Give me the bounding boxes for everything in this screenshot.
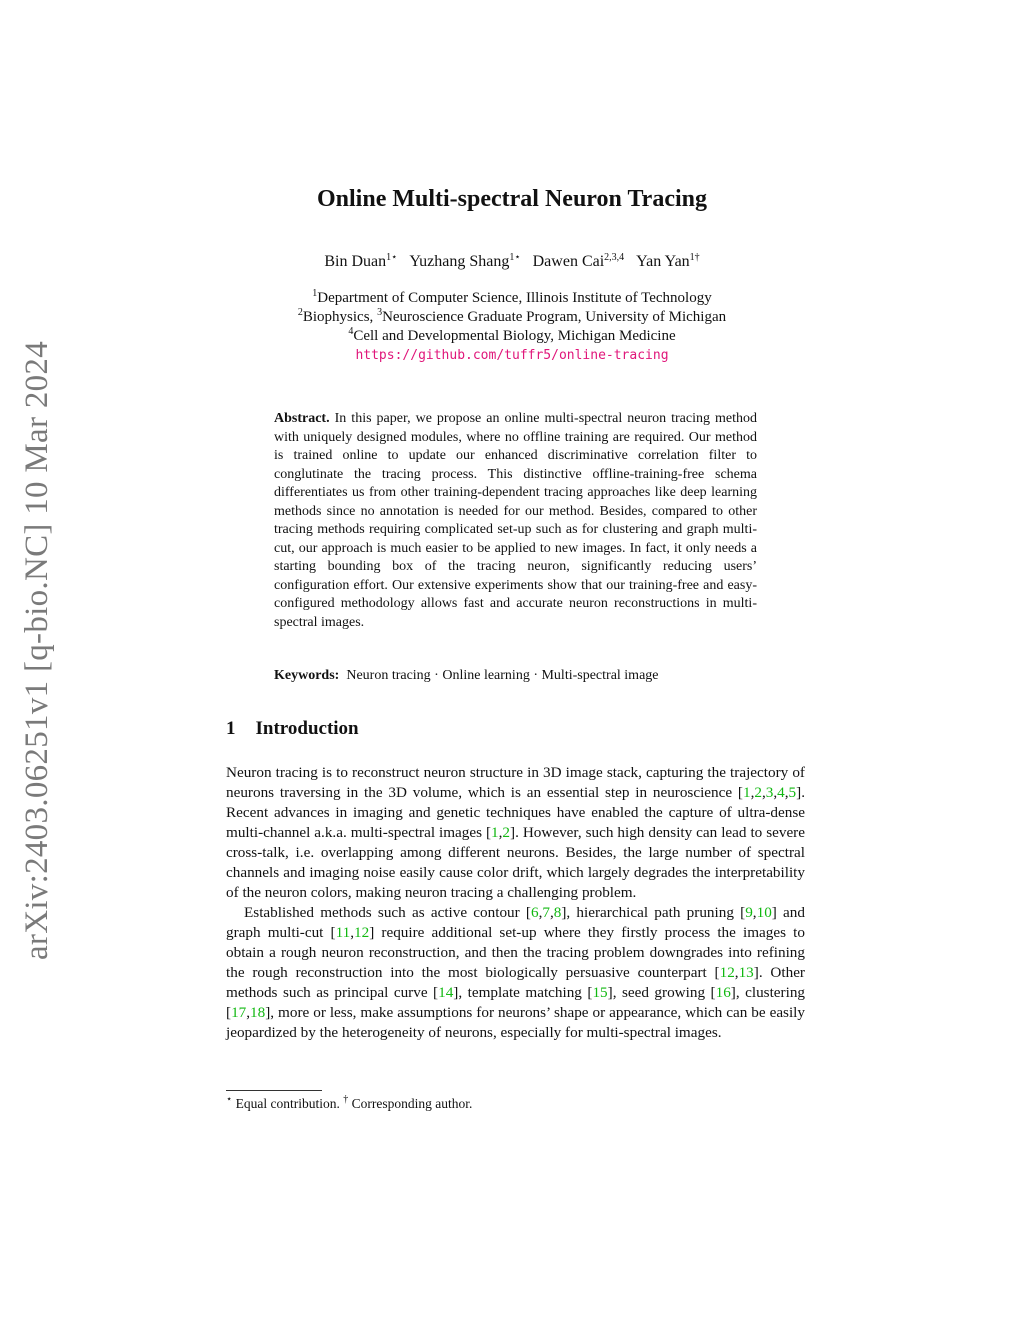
citation-link[interactable]: 1 — [742, 784, 751, 801]
citation-link[interactable]: 11 — [335, 924, 351, 941]
footnote-rule — [226, 1090, 322, 1091]
paragraph: Neuron tracing is to reconstruct neuron structure in 3D image stack, capturing the trajectory of neurons traversing in the 3D volume, which is an essential step in neuroscience [1,2,3,4,5]. Recent advances in imaging and genetic techniques have enabled the capture of ultra-dense multi-channel a.k.a. multi-spectral images [1,2]. However, such high density can lead to severe cross-talk, i.e. overlapping among different neurons. Besides, the large number of spectral channels and imaging noise easily cause color drift, which largely degrades the interpretability of the neuron colors, making neuron tracing a challenging problem. — [226, 764, 805, 901]
citation-link[interactable]: 5 — [788, 784, 797, 801]
affiliation-line: $^2$Biophysics, $^3$Neuroscience Graduate Program, University of Michigan — [297, 307, 727, 325]
paragraph: Established methods such as active contour [6,7,8], hierarchical path pruning [9,10] and graph multi-cut [11,12] require additional set-up where they firstly process the images to obtain a rough neuron reconstruction, and then the tracing problem downgrades into refining the rough reconstruction into the most biologically persuasive counterpart [12,13]. Other methods such as principal curve [14], template matching [15], seed growing [16], clustering [17,18], more or less, make assumptions for neurons’ shape or appearance, which can be easily jeopardized by the heterogeneity of neurons, especially for multi-spectral images. — [226, 904, 806, 1041]
footnote: ⋆ Equal contribution. † Corresponding author. — [226, 1094, 473, 1111]
arxiv-identifier: arXiv:2403.06251v1 [q-bio.NC] 10 Mar 2024 — [19, 340, 56, 960]
affiliations — [0, 289, 1024, 365]
keywords — [274, 668, 757, 684]
citation-link[interactable]: 8 — [553, 904, 562, 921]
affiliation-line: $^1$Department of Computer Science, Illinois Institute of Technology — [312, 288, 712, 306]
author: Yuzhang Shang$^{1⋆}$ — [409, 252, 521, 270]
citation-link[interactable]: 1 — [491, 824, 499, 841]
author: Bin Duan$^{1⋆}$ — [324, 252, 398, 270]
citation-link[interactable]: 4 — [777, 784, 785, 801]
abstract — [274, 410, 757, 632]
citation-link[interactable]: 9 — [745, 904, 753, 921]
arxiv-sidebar-stamp — [6, 330, 70, 970]
keywords-label: Keywords: — [274, 668, 340, 683]
citation-link[interactable]: 3 — [765, 784, 774, 801]
citation-link[interactable]: 15 — [592, 984, 608, 1001]
author: Dawen Cai$^{2,3,4}$ — [532, 252, 625, 270]
author-list — [0, 253, 1024, 271]
citation-link[interactable]: 2 — [502, 824, 511, 841]
citation-link[interactable]: 14 — [438, 984, 454, 1001]
keywords-text: Neuron tracing · Online learning · Multi-spectral image — [346, 668, 659, 683]
affiliation-line: $^4$Cell and Developmental Biology, Michigan Medicine — [348, 326, 676, 344]
citation-link[interactable]: 7 — [542, 904, 550, 921]
author: Yan Yan$^{1\dagger}$ — [636, 252, 700, 270]
section-heading — [226, 718, 359, 740]
citation-link[interactable]: 13 — [738, 964, 754, 981]
citation-link[interactable]: 12 — [719, 964, 735, 981]
github-link[interactable]: https://github.com/tuffr5/online-tracing — [355, 348, 669, 363]
citation-link[interactable]: 6 — [530, 904, 539, 921]
citation-link[interactable]: 12 — [354, 924, 370, 941]
abstract-label: Abstract. — [274, 411, 330, 426]
citation-link[interactable]: 2 — [754, 784, 762, 801]
abstract-text: In this paper, we propose an online multi-spectral neuron tracing method with uniquely designed modules, where no offline training are required. Our method is trained online to update our enhanced discriminative correlation filter to conglutinate the tracing process. This distinctive offline-training-free schema differentiates us from other training-dependent tracing approaches like deep learning methods since no annotation is needed for our method. Besides, compared to other tracing methods requiring complicated set-up such as for clustering and graph multi-cut, our approach is much easier to be applied to new images. In fact, it only needs a starting bounding box of the tracing neuron, significantly reducing users’ configuration effort. Our extensive experiments show that our training-free and easy-configured methodology allows fast and accurate neuron reconstructions in multi-spectral images. — [274, 411, 758, 630]
section-title: Introduction — [255, 718, 359, 739]
paper-title: Online Multi-spectral Neuron Tracing — [317, 186, 707, 212]
body-text — [226, 763, 805, 1043]
citation-link[interactable]: 18 — [250, 1004, 266, 1021]
citation-link[interactable]: 16 — [715, 984, 731, 1001]
citation-link[interactable]: 17 — [231, 1004, 247, 1021]
citation-link[interactable]: 10 — [756, 904, 772, 921]
section-number: 1 — [226, 718, 236, 739]
